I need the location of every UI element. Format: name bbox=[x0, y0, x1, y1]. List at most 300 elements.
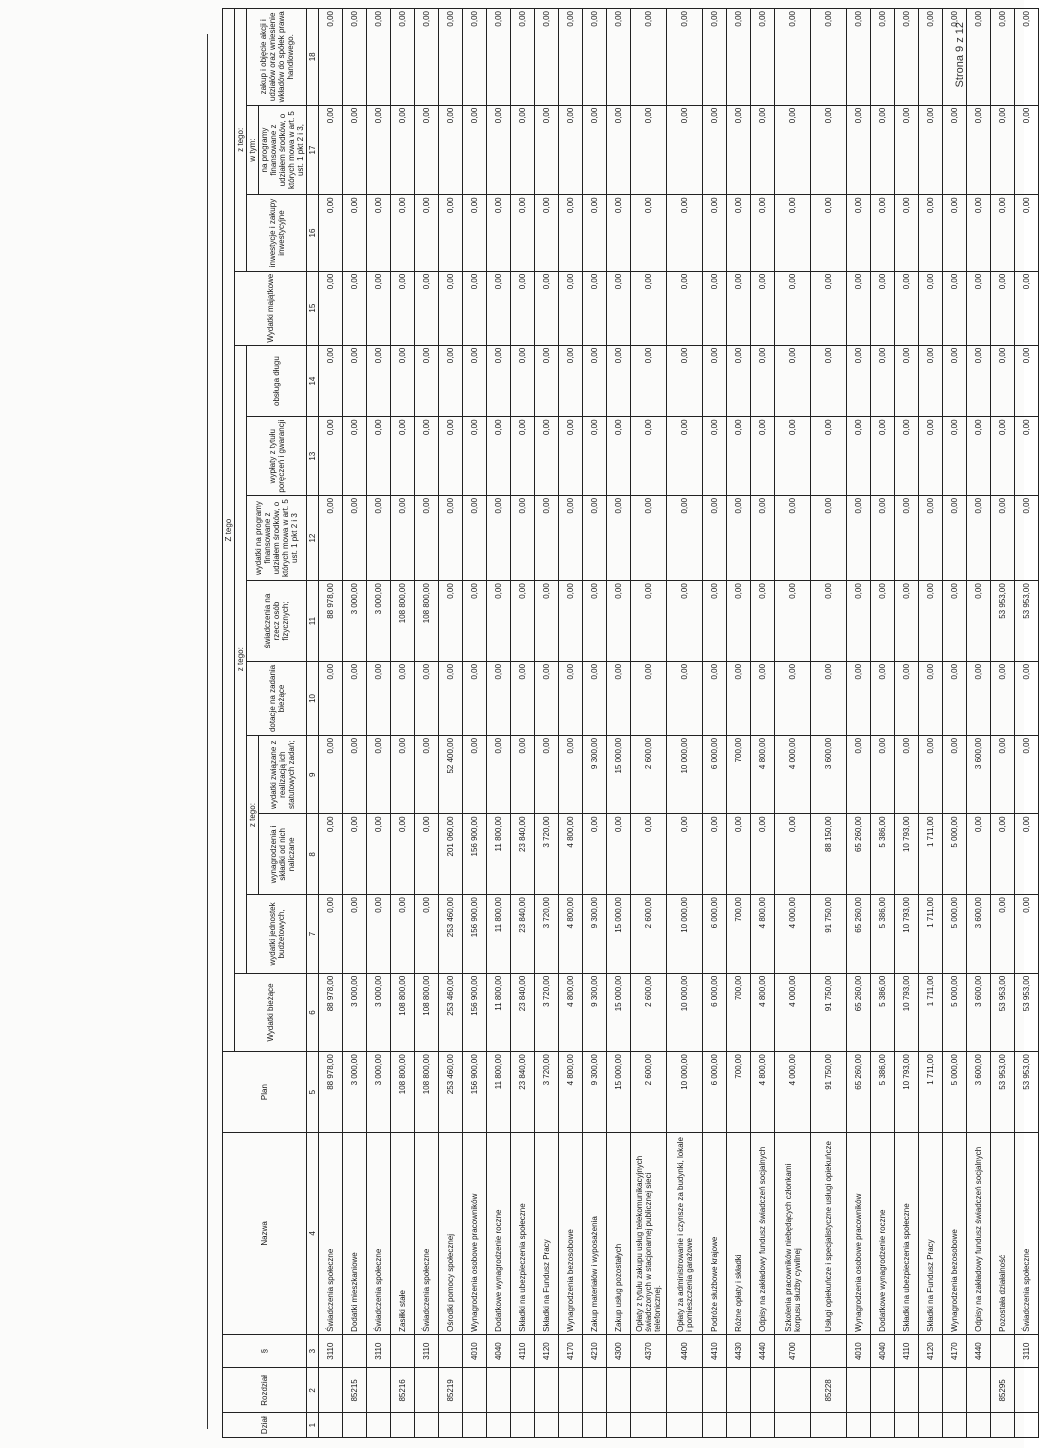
value-cell: 108 800,00 bbox=[415, 973, 439, 1052]
value-cell: 0,00 bbox=[343, 271, 367, 345]
value-cell: 0,00 bbox=[775, 581, 811, 662]
paragraf-cell: 4040 bbox=[871, 1334, 895, 1368]
column-index-cell: 5 bbox=[307, 1052, 319, 1133]
value-cell: 10 793,00 bbox=[895, 1052, 919, 1133]
dzial-cell bbox=[583, 1413, 607, 1438]
value-cell: 0,00 bbox=[895, 105, 919, 195]
value-cell: 0,00 bbox=[811, 271, 847, 345]
rozdzial-cell bbox=[511, 1368, 535, 1413]
value-cell: 0,00 bbox=[1015, 195, 1039, 271]
value-cell: 0,00 bbox=[631, 581, 667, 662]
header-dotacje: dotacje na zadania bieżące bbox=[247, 661, 307, 735]
budget-table bbox=[222, 8, 1039, 1438]
value-cell: 91 750,00 bbox=[811, 895, 847, 974]
value-cell: 3 000,00 bbox=[367, 973, 391, 1052]
value-cell: 1 711,00 bbox=[919, 814, 943, 895]
rozdzial-cell bbox=[667, 1368, 703, 1413]
name-cell: Dodatkowe wynagrodzenie roczne bbox=[871, 1132, 895, 1334]
value-cell: 0,00 bbox=[319, 195, 343, 271]
rozdzial-cell: 85216 bbox=[391, 1368, 415, 1413]
value-cell: 10 793,00 bbox=[895, 814, 919, 895]
header-z-tego-maj: z tego: bbox=[235, 9, 247, 272]
value-cell: 0,00 bbox=[967, 345, 991, 417]
name-cell: Opłaty za administrowanie i czynsze za budynki, lokale i pomieszczenia garażowe bbox=[667, 1132, 703, 1334]
rozdzial-cell bbox=[631, 1368, 667, 1413]
value-cell: 0,00 bbox=[703, 661, 727, 735]
value-cell: 0,00 bbox=[943, 9, 967, 106]
value-cell: 0,00 bbox=[1015, 271, 1039, 345]
name-cell: Zakup materiałów i wyposażenia bbox=[583, 1132, 607, 1334]
value-cell: 0,00 bbox=[583, 345, 607, 417]
value-cell: 0,00 bbox=[583, 814, 607, 895]
value-cell: 0,00 bbox=[367, 417, 391, 496]
page-number: Strona 9 z 12 bbox=[954, 22, 966, 88]
value-cell: 0,00 bbox=[463, 105, 487, 195]
value-cell: 0,00 bbox=[487, 581, 511, 662]
table-row bbox=[991, 9, 1015, 1438]
value-cell: 3 720,00 bbox=[535, 895, 559, 974]
value-cell: 3 720,00 bbox=[535, 973, 559, 1052]
value-cell: 0,00 bbox=[511, 105, 535, 195]
name-cell: Świadczenia społeczne bbox=[415, 1132, 439, 1334]
value-cell: 0,00 bbox=[343, 105, 367, 195]
value-cell: 0,00 bbox=[511, 9, 535, 106]
value-cell: 88 150,00 bbox=[811, 814, 847, 895]
value-cell: 0,00 bbox=[895, 271, 919, 345]
paragraf-cell: 4440 bbox=[751, 1334, 775, 1368]
value-cell: 108 800,00 bbox=[415, 581, 439, 662]
value-cell: 6 000,00 bbox=[703, 735, 727, 814]
value-cell: 0,00 bbox=[871, 345, 895, 417]
value-cell: 0,00 bbox=[559, 661, 583, 735]
value-cell: 65 260,00 bbox=[847, 814, 871, 895]
value-cell: 0,00 bbox=[775, 9, 811, 106]
value-cell: 9 300,00 bbox=[583, 1052, 607, 1133]
column-index-cell: 13 bbox=[307, 417, 319, 496]
column-index-cell: 12 bbox=[307, 495, 319, 580]
name-cell: Dodatki mieszkaniowe bbox=[343, 1132, 367, 1334]
value-cell: 0,00 bbox=[727, 105, 751, 195]
value-cell: 0,00 bbox=[535, 195, 559, 271]
rozdzial-cell bbox=[487, 1368, 511, 1413]
dzial-cell bbox=[943, 1413, 967, 1438]
value-cell: 156 900,00 bbox=[463, 895, 487, 974]
value-cell: 11 800,00 bbox=[487, 973, 511, 1052]
header-zakup-akcji: zakup i objęcie akcji i udziałów oraz wniesienie wkładów do spółek prawa handlowego. bbox=[247, 9, 307, 106]
value-cell: 0,00 bbox=[535, 735, 559, 814]
value-cell: 0,00 bbox=[487, 735, 511, 814]
rozdzial-cell bbox=[871, 1368, 895, 1413]
value-cell: 3 000,00 bbox=[343, 581, 367, 662]
header-z-tego-sub: z tego: bbox=[247, 735, 259, 894]
value-cell: 156 900,00 bbox=[463, 1052, 487, 1133]
value-cell: 0,00 bbox=[967, 105, 991, 195]
column-index-row bbox=[307, 9, 319, 1438]
value-cell: 0,00 bbox=[391, 417, 415, 496]
value-cell: 10 793,00 bbox=[895, 973, 919, 1052]
value-cell: 0,00 bbox=[727, 271, 751, 345]
name-cell: Dodatkowe wynagrodzenie roczne bbox=[487, 1132, 511, 1334]
value-cell: 6 000,00 bbox=[703, 1052, 727, 1133]
value-cell: 0,00 bbox=[967, 417, 991, 496]
dzial-cell bbox=[847, 1413, 871, 1438]
value-cell: 0,00 bbox=[751, 105, 775, 195]
table-row bbox=[319, 9, 343, 1438]
name-cell: Składki na ubezpieczenia społeczne bbox=[511, 1132, 535, 1334]
column-index-cell: 2 bbox=[307, 1368, 319, 1413]
value-cell: 0,00 bbox=[511, 735, 535, 814]
value-cell: 0,00 bbox=[991, 417, 1015, 496]
value-cell: 1 711,00 bbox=[919, 895, 943, 974]
value-cell: 0,00 bbox=[751, 195, 775, 271]
column-index-cell: 1 bbox=[307, 1413, 319, 1438]
dzial-cell bbox=[439, 1413, 463, 1438]
table-row bbox=[667, 9, 703, 1438]
value-cell: 0,00 bbox=[991, 345, 1015, 417]
value-cell: 3 720,00 bbox=[535, 1052, 559, 1133]
value-cell: 0,00 bbox=[943, 345, 967, 417]
value-cell: 0,00 bbox=[871, 271, 895, 345]
header-wydatki-jednostek: wydatki jednostek budżetowych, bbox=[247, 895, 307, 974]
dzial-cell bbox=[391, 1413, 415, 1438]
value-cell: 253 460,00 bbox=[439, 895, 463, 974]
value-cell: 0,00 bbox=[583, 105, 607, 195]
value-cell: 23 840,00 bbox=[511, 895, 535, 974]
value-cell: 0,00 bbox=[631, 661, 667, 735]
value-cell: 0,00 bbox=[511, 661, 535, 735]
value-cell: 0,00 bbox=[919, 735, 943, 814]
dzial-cell bbox=[559, 1413, 583, 1438]
table-row bbox=[439, 9, 463, 1438]
value-cell: 0,00 bbox=[343, 895, 367, 974]
dzial-cell bbox=[919, 1413, 943, 1438]
value-cell: 0,00 bbox=[607, 661, 631, 735]
table-row bbox=[871, 9, 895, 1438]
value-cell: 0,00 bbox=[319, 814, 343, 895]
rozdzial-cell bbox=[895, 1368, 919, 1413]
value-cell: 53 953,00 bbox=[991, 581, 1015, 662]
value-cell: 0,00 bbox=[343, 9, 367, 106]
value-cell: 108 800,00 bbox=[391, 1052, 415, 1133]
table-row bbox=[967, 9, 991, 1438]
table-row bbox=[367, 9, 391, 1438]
dzial-cell bbox=[607, 1413, 631, 1438]
name-cell: Wynagrodzenia osobowe pracowników bbox=[847, 1132, 871, 1334]
value-cell: 0,00 bbox=[415, 9, 439, 106]
name-cell: Opłaty z tytułu zakupu usług telekomunikacyjnych świadczonych w stacjonarnej publicznej sieci telefonicznej. bbox=[631, 1132, 667, 1334]
value-cell: 0,00 bbox=[667, 105, 703, 195]
value-cell: 0,00 bbox=[1015, 495, 1039, 580]
column-index-cell: 18 bbox=[307, 9, 319, 106]
value-cell: 53 953,00 bbox=[1015, 973, 1039, 1052]
value-cell: 0,00 bbox=[559, 495, 583, 580]
value-cell: 4 800,00 bbox=[751, 1052, 775, 1133]
value-cell: 0,00 bbox=[535, 661, 559, 735]
value-cell: 0,00 bbox=[895, 661, 919, 735]
value-cell: 5 000,00 bbox=[943, 1052, 967, 1133]
value-cell: 0,00 bbox=[415, 814, 439, 895]
value-cell: 0,00 bbox=[919, 417, 943, 496]
value-cell: 4 000,00 bbox=[775, 973, 811, 1052]
page-frame-line bbox=[207, 34, 208, 1429]
value-cell: 700,00 bbox=[727, 1052, 751, 1133]
value-cell: 0,00 bbox=[991, 271, 1015, 345]
value-cell: 0,00 bbox=[463, 581, 487, 662]
value-cell: 3 000,00 bbox=[367, 581, 391, 662]
value-cell: 253 460,00 bbox=[439, 1052, 463, 1133]
value-cell: 0,00 bbox=[343, 814, 367, 895]
value-cell: 0,00 bbox=[919, 9, 943, 106]
value-cell: 0,00 bbox=[751, 581, 775, 662]
value-cell: 0,00 bbox=[871, 661, 895, 735]
value-cell: 0,00 bbox=[1015, 661, 1039, 735]
value-cell: 0,00 bbox=[751, 9, 775, 106]
paragraf-cell: 4440 bbox=[967, 1334, 991, 1368]
dzial-cell bbox=[751, 1413, 775, 1438]
dzial-cell bbox=[667, 1413, 703, 1438]
dzial-cell bbox=[487, 1413, 511, 1438]
paragraf-cell: 4170 bbox=[943, 1334, 967, 1368]
value-cell: 4 800,00 bbox=[559, 973, 583, 1052]
rozdzial-cell bbox=[415, 1368, 439, 1413]
dzial-cell bbox=[343, 1413, 367, 1438]
value-cell: 88 978,00 bbox=[319, 1052, 343, 1133]
dzial-cell bbox=[367, 1413, 391, 1438]
value-cell: 5 386,00 bbox=[871, 973, 895, 1052]
value-cell: 0,00 bbox=[391, 271, 415, 345]
table-row bbox=[775, 9, 811, 1438]
value-cell: 0,00 bbox=[415, 345, 439, 417]
value-cell: 0,00 bbox=[847, 105, 871, 195]
value-cell: 0,00 bbox=[667, 345, 703, 417]
value-cell: 0,00 bbox=[811, 581, 847, 662]
value-cell: 0,00 bbox=[319, 9, 343, 106]
value-cell: 0,00 bbox=[439, 271, 463, 345]
value-cell: 0,00 bbox=[919, 581, 943, 662]
rozdzial-cell bbox=[463, 1368, 487, 1413]
value-cell: 91 750,00 bbox=[811, 973, 847, 1052]
value-cell: 0,00 bbox=[607, 9, 631, 106]
dzial-cell bbox=[871, 1413, 895, 1438]
value-cell: 53 953,00 bbox=[1015, 581, 1039, 662]
table-row bbox=[1015, 9, 1039, 1438]
value-cell: 0,00 bbox=[367, 814, 391, 895]
value-cell: 3 600,00 bbox=[967, 973, 991, 1052]
value-cell: 0,00 bbox=[319, 345, 343, 417]
value-cell: 0,00 bbox=[871, 735, 895, 814]
paragraf-cell: 4170 bbox=[559, 1334, 583, 1368]
rozdzial-cell bbox=[607, 1368, 631, 1413]
value-cell: 0,00 bbox=[343, 495, 367, 580]
rozdzial-cell: 85219 bbox=[439, 1368, 463, 1413]
value-cell: 0,00 bbox=[1015, 814, 1039, 895]
value-cell: 0,00 bbox=[343, 735, 367, 814]
value-cell: 53 953,00 bbox=[1015, 1052, 1039, 1133]
value-cell: 0,00 bbox=[991, 495, 1015, 580]
dzial-cell bbox=[991, 1413, 1015, 1438]
value-cell: 0,00 bbox=[667, 271, 703, 345]
value-cell: 0,00 bbox=[631, 417, 667, 496]
value-cell: 0,00 bbox=[583, 581, 607, 662]
paragraf-cell: 3110 bbox=[415, 1334, 439, 1368]
paragraf-cell: 4120 bbox=[535, 1334, 559, 1368]
value-cell: 4 800,00 bbox=[559, 1052, 583, 1133]
value-cell: 0,00 bbox=[559, 345, 583, 417]
name-cell: Usługi opiekuńcze i specjalistyczne usługi opiekuńcze bbox=[811, 1132, 847, 1334]
value-cell: 0,00 bbox=[511, 581, 535, 662]
value-cell: 0,00 bbox=[511, 271, 535, 345]
value-cell: 0,00 bbox=[751, 417, 775, 496]
value-cell: 0,00 bbox=[511, 345, 535, 417]
value-cell: 0,00 bbox=[439, 345, 463, 417]
paragraf-cell: 3110 bbox=[1015, 1334, 1039, 1368]
value-cell: 3 600,00 bbox=[967, 895, 991, 974]
paragraf-cell bbox=[811, 1334, 847, 1368]
value-cell: 0,00 bbox=[583, 661, 607, 735]
rozdzial-cell bbox=[919, 1368, 943, 1413]
column-index-cell: 15 bbox=[307, 271, 319, 345]
value-cell: 9 300,00 bbox=[583, 895, 607, 974]
table-row bbox=[415, 9, 439, 1438]
value-cell: 0,00 bbox=[1015, 105, 1039, 195]
value-cell: 4 000,00 bbox=[775, 895, 811, 974]
table-row bbox=[607, 9, 631, 1438]
value-cell: 0,00 bbox=[1015, 345, 1039, 417]
name-cell: Pozostała działalność bbox=[991, 1132, 1015, 1334]
value-cell: 0,00 bbox=[847, 271, 871, 345]
name-cell: Składki na Fundusz Pracy bbox=[535, 1132, 559, 1334]
value-cell: 0,00 bbox=[871, 195, 895, 271]
dzial-cell bbox=[319, 1413, 343, 1438]
value-cell: 0,00 bbox=[583, 495, 607, 580]
value-cell: 3 720,00 bbox=[535, 814, 559, 895]
dzial-cell bbox=[463, 1413, 487, 1438]
value-cell: 0,00 bbox=[943, 581, 967, 662]
paragraf-cell: 3110 bbox=[367, 1334, 391, 1368]
value-cell: 0,00 bbox=[943, 271, 967, 345]
value-cell: 0,00 bbox=[727, 495, 751, 580]
value-cell: 0,00 bbox=[391, 9, 415, 106]
value-cell: 108 800,00 bbox=[391, 581, 415, 662]
value-cell: 0,00 bbox=[775, 195, 811, 271]
table-row bbox=[919, 9, 943, 1438]
rozdzial-cell bbox=[1015, 1368, 1039, 1413]
dzial-cell bbox=[703, 1413, 727, 1438]
dzial-cell bbox=[415, 1413, 439, 1438]
value-cell: 0,00 bbox=[991, 105, 1015, 195]
value-cell: 0,00 bbox=[487, 495, 511, 580]
value-cell: 0,00 bbox=[991, 895, 1015, 974]
value-cell: 0,00 bbox=[751, 271, 775, 345]
value-cell: 1 711,00 bbox=[919, 1052, 943, 1133]
header-programy-maj: na programy finansowane z udziałem środków, o których mowa w art. 5 ust. 1 pkt 2 i 3, bbox=[259, 105, 307, 195]
dzial-cell bbox=[511, 1413, 535, 1438]
rozdzial-cell bbox=[751, 1368, 775, 1413]
value-cell: 0,00 bbox=[559, 105, 583, 195]
value-cell: 4 800,00 bbox=[559, 895, 583, 974]
column-index-cell: 17 bbox=[307, 105, 319, 195]
value-cell: 2 600,00 bbox=[631, 895, 667, 974]
value-cell: 0,00 bbox=[319, 495, 343, 580]
value-cell: 0,00 bbox=[631, 9, 667, 106]
value-cell: 0,00 bbox=[727, 345, 751, 417]
rozdzial-cell bbox=[583, 1368, 607, 1413]
value-cell: 15 000,00 bbox=[607, 895, 631, 974]
value-cell: 0,00 bbox=[847, 417, 871, 496]
value-cell: 0,00 bbox=[871, 495, 895, 580]
value-cell: 15 000,00 bbox=[607, 735, 631, 814]
value-cell: 0,00 bbox=[535, 581, 559, 662]
header-wydatki-programy: wydatki na programy finansowane z udziałem środków, o których mowa w art. 5 ust. 1 pkt 2 i 3 bbox=[247, 495, 307, 580]
value-cell: 65 260,00 bbox=[847, 895, 871, 974]
value-cell: 5 000,00 bbox=[943, 973, 967, 1052]
value-cell: 91 750,00 bbox=[811, 1052, 847, 1133]
rozdzial-cell: 85215 bbox=[343, 1368, 367, 1413]
value-cell: 3 600,00 bbox=[811, 735, 847, 814]
name-cell: Zasiłki stałe bbox=[391, 1132, 415, 1334]
value-cell: 0,00 bbox=[607, 581, 631, 662]
value-cell: 0,00 bbox=[391, 814, 415, 895]
value-cell: 0,00 bbox=[811, 9, 847, 106]
name-cell: Składki na Fundusz Pracy bbox=[919, 1132, 943, 1334]
value-cell: 0,00 bbox=[319, 417, 343, 496]
value-cell: 0,00 bbox=[811, 495, 847, 580]
value-cell: 0,00 bbox=[463, 9, 487, 106]
value-cell: 253 460,00 bbox=[439, 973, 463, 1052]
value-cell: 5 386,00 bbox=[871, 1052, 895, 1133]
value-cell: 0,00 bbox=[463, 495, 487, 580]
paragraf-cell: 4300 bbox=[607, 1334, 631, 1368]
value-cell: 4 800,00 bbox=[751, 735, 775, 814]
value-cell: 65 260,00 bbox=[847, 1052, 871, 1133]
value-cell: 0,00 bbox=[463, 735, 487, 814]
value-cell: 0,00 bbox=[943, 105, 967, 195]
rozdzial-cell bbox=[775, 1368, 811, 1413]
value-cell: 0,00 bbox=[703, 417, 727, 496]
table-body bbox=[319, 9, 1039, 1438]
value-cell: 0,00 bbox=[463, 345, 487, 417]
value-cell: 0,00 bbox=[703, 105, 727, 195]
value-cell: 0,00 bbox=[487, 345, 511, 417]
name-cell: Zakup usług pozostałych bbox=[607, 1132, 631, 1334]
value-cell: 10 000,00 bbox=[667, 735, 703, 814]
value-cell: 0,00 bbox=[607, 195, 631, 271]
table-row bbox=[535, 9, 559, 1438]
value-cell: 0,00 bbox=[535, 417, 559, 496]
header-nazwa: Nazwa bbox=[223, 1132, 307, 1334]
value-cell: 0,00 bbox=[415, 271, 439, 345]
column-index-cell: 14 bbox=[307, 345, 319, 417]
table-row bbox=[559, 9, 583, 1438]
table-row bbox=[343, 9, 367, 1438]
value-cell: 0,00 bbox=[631, 195, 667, 271]
table-row bbox=[811, 9, 847, 1438]
value-cell: 0,00 bbox=[919, 271, 943, 345]
value-cell: 0,00 bbox=[775, 814, 811, 895]
value-cell: 10 000,00 bbox=[667, 1052, 703, 1133]
value-cell: 0,00 bbox=[991, 195, 1015, 271]
rozdzial-cell bbox=[367, 1368, 391, 1413]
value-cell: 0,00 bbox=[895, 581, 919, 662]
name-cell: Świadczenia społeczne bbox=[319, 1132, 343, 1334]
value-cell: 0,00 bbox=[703, 814, 727, 895]
value-cell: 3 600,00 bbox=[967, 735, 991, 814]
value-cell: 700,00 bbox=[727, 973, 751, 1052]
column-index-cell: 3 bbox=[307, 1334, 319, 1368]
value-cell: 4 800,00 bbox=[751, 973, 775, 1052]
column-index-cell: 16 bbox=[307, 195, 319, 271]
value-cell: 0,00 bbox=[727, 814, 751, 895]
